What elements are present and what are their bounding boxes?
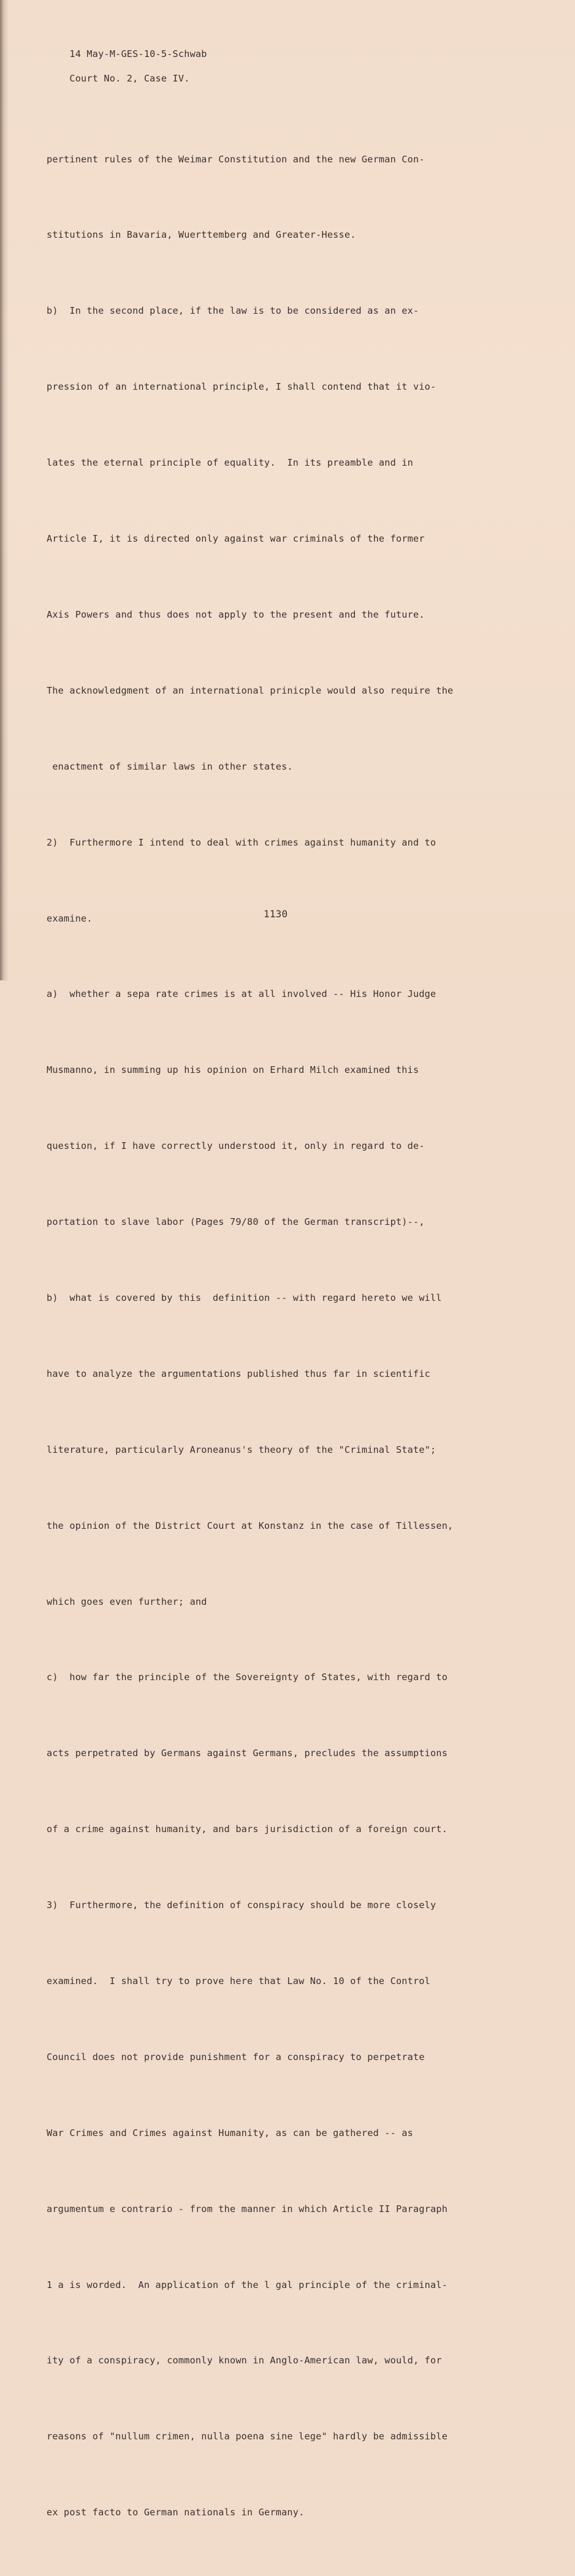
page-edge-shadow: [0, 0, 9, 980]
text-line: pression of an international principle, I shall contend that it vio-: [47, 381, 436, 393]
text-line: literature, particularly Aroneanus's theory of the "Criminal State";: [47, 1444, 436, 1455]
text-line: stitutions in Bavaria, Wuerttemberg and Greater-Hesse.: [47, 229, 356, 241]
text-line: 3) Furthermore, the definition of conspiracy should be more closely: [47, 1900, 436, 1911]
text-line: question, if I have correctly understood it, only in regard to de-: [47, 1140, 425, 1152]
text-line: portation to slave labor (Pages 79/80 of the German transcript)--,: [47, 1216, 425, 1228]
text-line: Article I, it is directed only against war criminals of the former: [47, 533, 425, 545]
text-line: a) whether a sepa rate crimes is at all involved -- His Honor Judge: [47, 988, 436, 1000]
text-line: have to analyze the argumentations published thus far in scientific: [47, 1368, 431, 1379]
header-court: Court No. 2, Case IV.: [69, 73, 190, 84]
text-line: Council does not provide punishment for a conspiracy to perpetrate: [47, 2051, 425, 2063]
text-line: b) In the second place, if the law is to be considered as an ex-: [47, 305, 419, 317]
text-line: examined. I shall try to prove here that Law No. 10 of the Control: [47, 1975, 431, 1987]
text-line: c) how far the principle of the Sovereignty of States, with regard to: [47, 1672, 448, 1683]
page-number: 1130: [264, 908, 288, 920]
text-line: 2) Furthermore I intend to deal with crimes against humanity and to: [47, 836, 436, 848]
text-line: lates the eternal principle of equality. In its preamble and in: [47, 457, 413, 469]
text-line: ex post facto to German nationals in Germany.: [47, 2507, 305, 2518]
text-line: The acknowledgment of an international prinicple would also require the: [47, 684, 454, 696]
text-line: ity of a conspiracy, commonly known in Anglo-American law, would, for: [47, 2355, 442, 2366]
text-line: which goes even further; and: [47, 1596, 207, 1607]
document-header: [47, 36, 207, 97]
header-reference: 14 May-M-GES-10-5-Schwab: [69, 48, 207, 59]
text-line: examine.: [47, 912, 93, 924]
text-line: Musmanno, in summing up his opinion on Erhard Milch examined this: [47, 1064, 419, 1076]
text-line: argumentum e contrario - from the manner in which Article II Paragraph: [47, 2203, 448, 2214]
text-line: of a crime against humanity, and bars jurisdiction of a foreign court.: [47, 1824, 448, 1835]
text-line: b) what is covered by this definition -- with regard hereto we will: [47, 1292, 442, 1303]
document-body: [47, 96, 453, 2576]
text-line: War Crimes and Crimes against Humanity, as can be gathered -- as: [47, 2127, 413, 2138]
text-line: Axis Powers and thus does not apply to the present and the future.: [47, 608, 425, 620]
text-line: acts perpetrated by Germans against Germans, precludes the assumptions: [47, 1748, 448, 1759]
text-line: the opinion of the District Court at Konstanz in the case of Tillessen,: [47, 1520, 454, 1531]
text-line: 1 a is worded. An application of the l gal principle of the criminal-: [47, 2279, 448, 2290]
text-line: enactment of similar laws in other states.: [47, 760, 293, 772]
text-line: reasons of "nullum crimen, nulla poena sine lege" hardly be admissible: [47, 2431, 448, 2442]
text-line: pertinent rules of the Weimar Constitution and the new German Con-: [47, 153, 425, 165]
